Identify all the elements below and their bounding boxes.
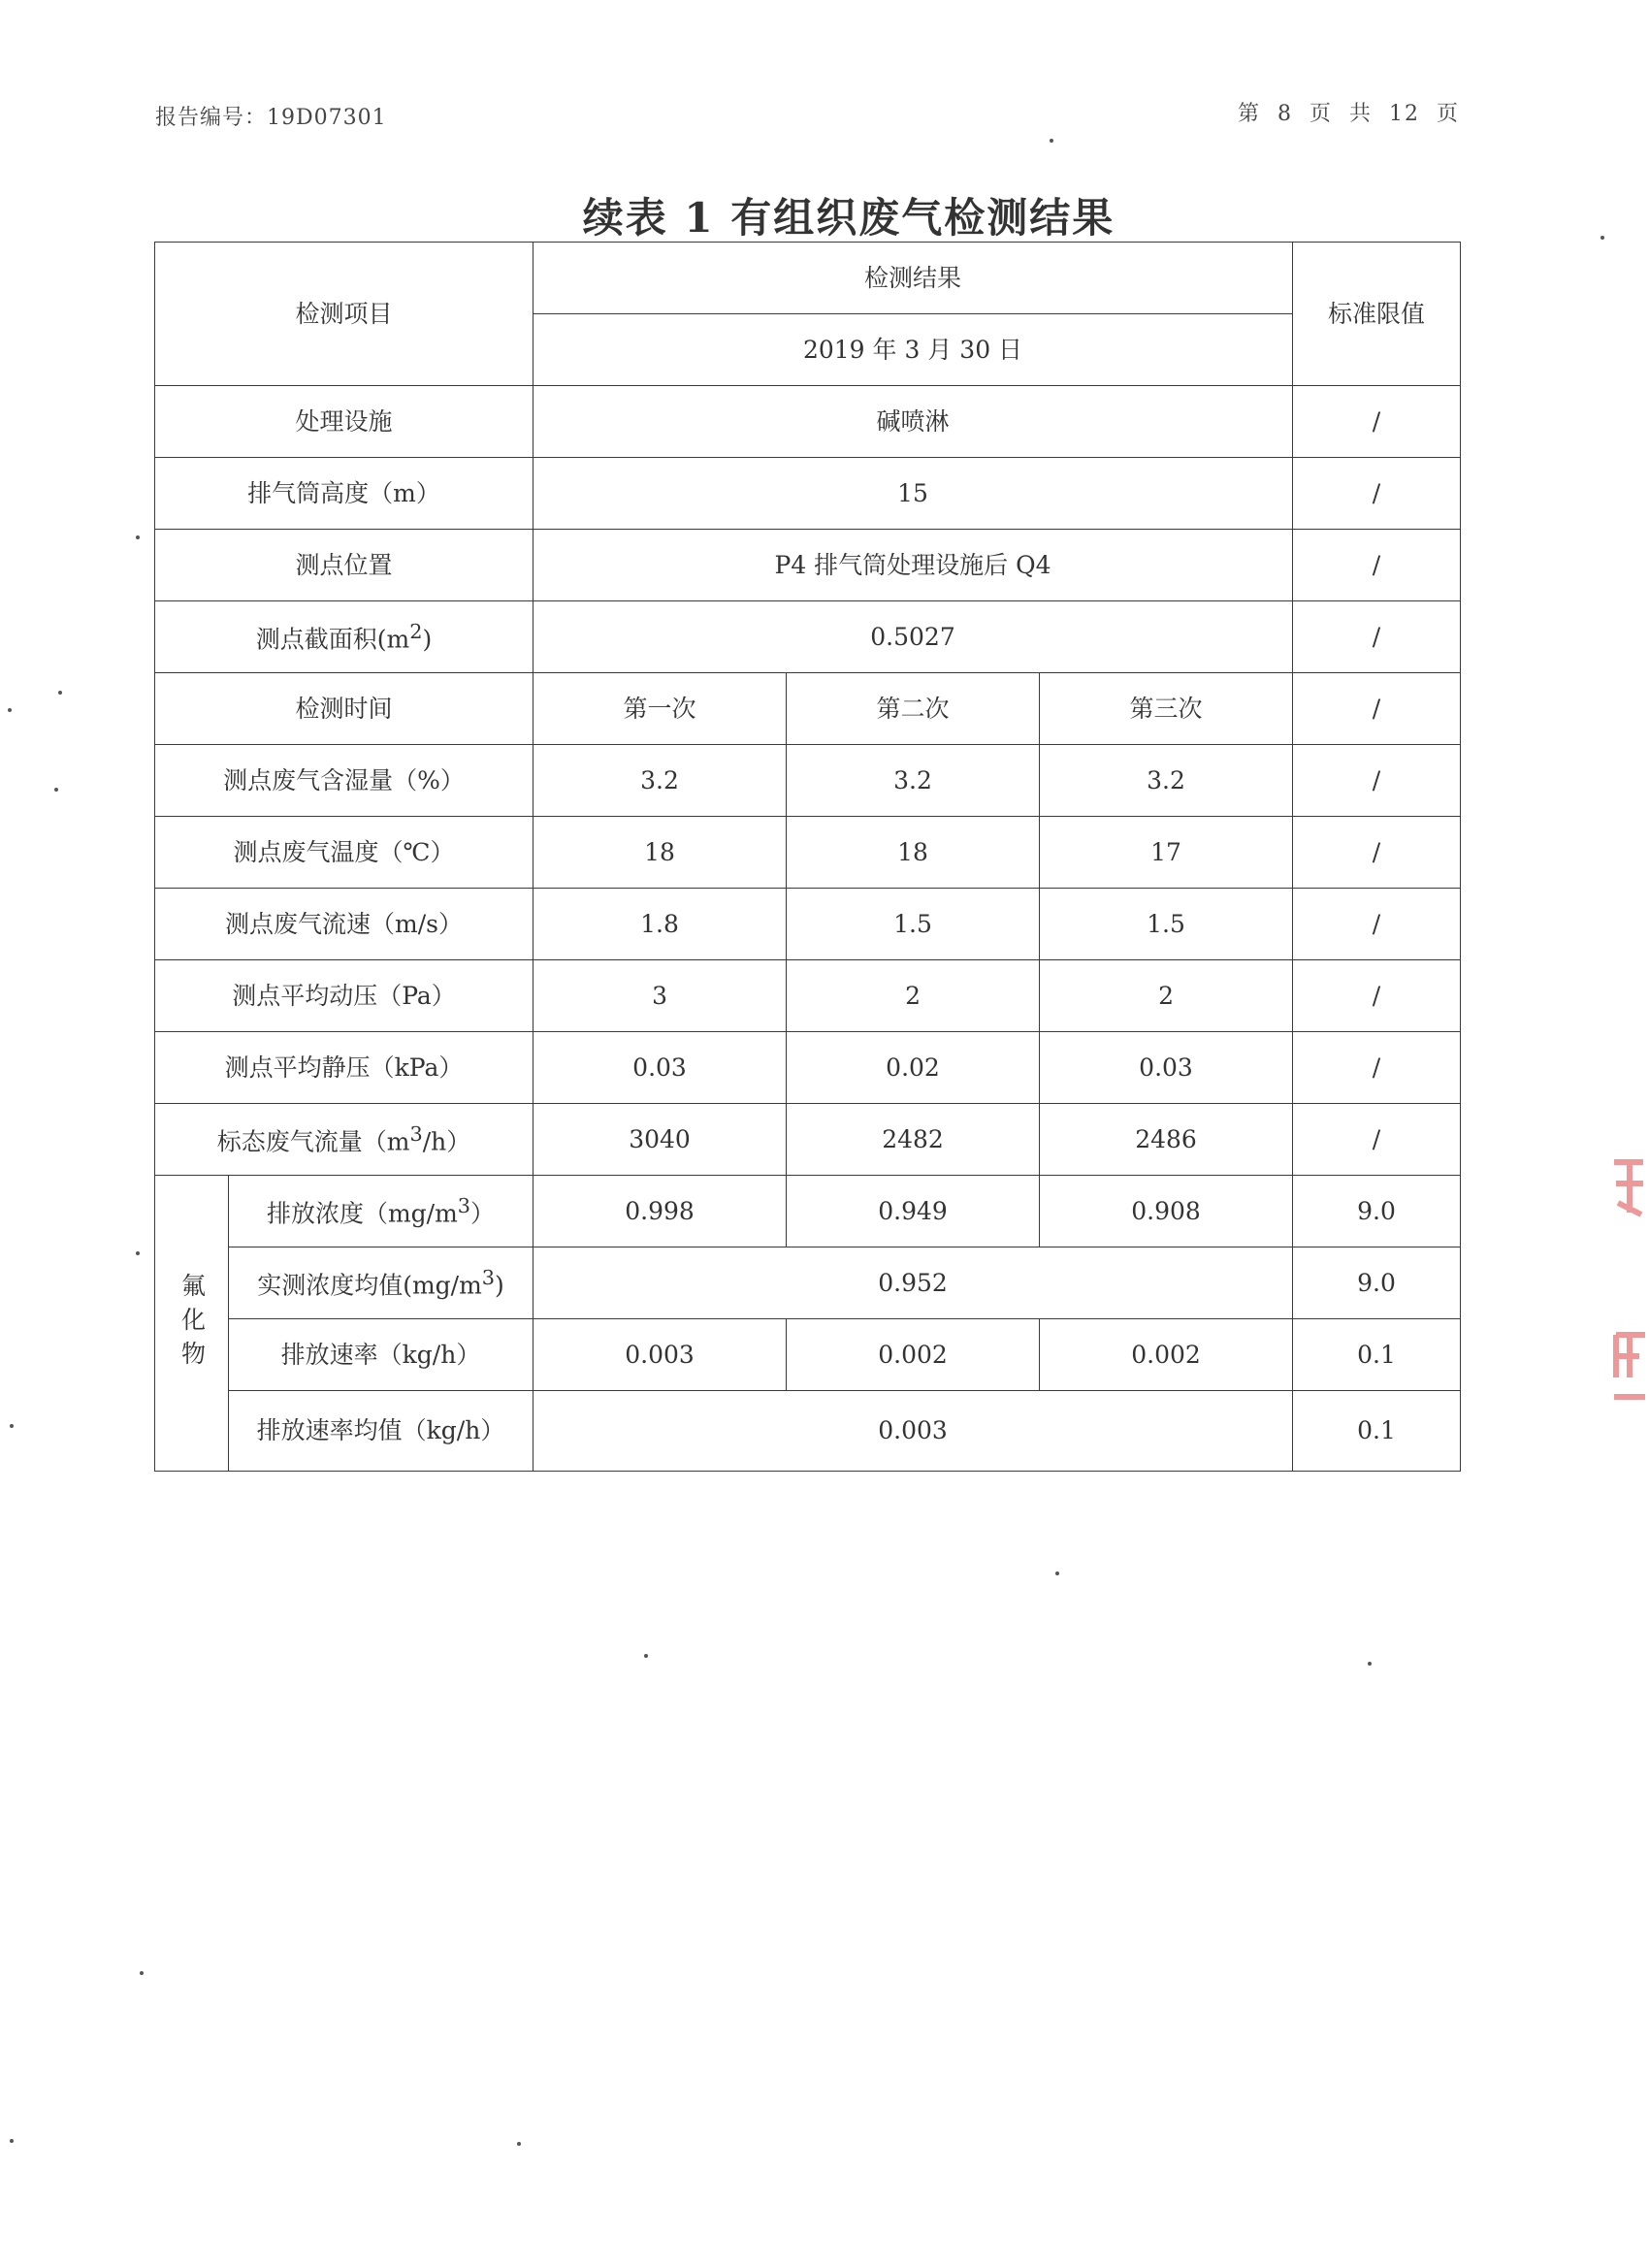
cell-value: 碱喷淋 <box>534 386 1293 458</box>
cell-limit: 9.0 <box>1293 1176 1461 1247</box>
row-label <box>229 1176 534 1247</box>
cell-value: 18 <box>787 817 1040 889</box>
table-row <box>155 1176 1461 1247</box>
cell-value: 第一次 <box>534 673 787 745</box>
header-date: 2019 年 3 月 30 日 <box>534 314 1293 386</box>
scan-speck <box>136 1251 140 1255</box>
header-item: 检测项目 <box>155 243 534 386</box>
label-text: 实测浓度均值(mg/m <box>257 1271 482 1300</box>
row-label: 测点废气流速（m/s） <box>155 889 534 960</box>
cell-value: 2482 <box>787 1104 1040 1176</box>
cell-limit: / <box>1293 530 1461 601</box>
cell-value: 第二次 <box>787 673 1040 745</box>
table-row <box>155 1032 1461 1104</box>
cell-value: 1.5 <box>787 889 1040 960</box>
header-result: 检测结果 <box>534 243 1293 314</box>
label-text-end: ） <box>470 1199 496 1228</box>
scan-speck <box>644 1654 648 1658</box>
table-row <box>155 1247 1461 1319</box>
label-superscript: 3 <box>457 1193 471 1217</box>
results-table <box>154 242 1461 1472</box>
table-header-row <box>155 243 1461 314</box>
cell-value: 0.5027 <box>534 601 1293 673</box>
report-number: 报告编号：19D07301 <box>155 106 387 130</box>
cell-value: 0.02 <box>787 1032 1040 1104</box>
label-text-end: ) <box>495 1271 504 1300</box>
table-row <box>155 673 1461 745</box>
cell-value: 2 <box>787 960 1040 1032</box>
cell-value: P4 排气筒处理设施后 Q4 <box>534 530 1293 601</box>
scan-speck <box>136 535 140 539</box>
cell-value: 2 <box>1040 960 1293 1032</box>
row-label: 测点废气含湿量（%） <box>155 745 534 817</box>
cell-value: 0.002 <box>1040 1319 1293 1391</box>
scan-speck <box>1368 1662 1372 1666</box>
label-text-end: /h） <box>422 1127 471 1156</box>
table-title: 续表 1 有组织废气检测结果 <box>582 194 1116 242</box>
cell-limit: / <box>1293 386 1461 458</box>
cell-value: 0.952 <box>534 1247 1293 1319</box>
scan-speck <box>1600 236 1604 240</box>
cell-value: 3040 <box>534 1104 787 1176</box>
label-text: 排放浓度（mg/m <box>266 1199 458 1228</box>
label-superscript: 2 <box>409 619 423 643</box>
cell-limit: / <box>1293 1032 1461 1104</box>
label-superscript: 3 <box>481 1265 496 1289</box>
cell-limit: 9.0 <box>1293 1247 1461 1319</box>
scan-speck <box>1050 139 1053 143</box>
table-row <box>155 458 1461 530</box>
cell-value: 0.003 <box>534 1391 1293 1472</box>
scan-speck <box>140 1971 144 1975</box>
table-row <box>155 889 1461 960</box>
table-row <box>155 960 1461 1032</box>
cell-limit: / <box>1293 889 1461 960</box>
cell-limit: / <box>1293 601 1461 673</box>
row-label: 测点平均静压（kPa） <box>155 1032 534 1104</box>
cell-value: 2486 <box>1040 1104 1293 1176</box>
cell-value: 17 <box>1040 817 1293 889</box>
table-row <box>155 817 1461 889</box>
cell-limit: 0.1 <box>1293 1391 1461 1472</box>
scan-speck <box>1055 1571 1059 1575</box>
cell-value: 15 <box>534 458 1293 530</box>
row-label <box>229 1247 534 1319</box>
cell-value: 0.949 <box>787 1176 1040 1247</box>
scan-speck <box>10 2139 14 2143</box>
cell-limit: / <box>1293 817 1461 889</box>
cell-value: 3 <box>534 960 787 1032</box>
cell-value: 0.03 <box>534 1032 787 1104</box>
label-superscript: 3 <box>409 1121 423 1146</box>
cell-value: 1.5 <box>1040 889 1293 960</box>
scan-speck <box>10 1424 14 1428</box>
cell-value: 0.003 <box>534 1319 787 1391</box>
page-indicator: 第 8 页 共 12 页 <box>1238 102 1460 126</box>
cell-value: 0.03 <box>1040 1032 1293 1104</box>
row-label <box>155 601 534 673</box>
cell-limit: / <box>1293 1104 1461 1176</box>
table-row <box>155 1319 1461 1391</box>
table-row <box>155 386 1461 458</box>
cell-value: 1.8 <box>534 889 787 960</box>
scan-speck <box>517 2142 521 2146</box>
cell-value: 0.908 <box>1040 1176 1293 1247</box>
cell-limit: / <box>1293 458 1461 530</box>
cell-limit: / <box>1293 745 1461 817</box>
row-label: 排放速率（kg/h） <box>229 1319 534 1391</box>
table-row <box>155 601 1461 673</box>
scan-speck <box>8 708 12 712</box>
cell-limit: 0.1 <box>1293 1319 1461 1391</box>
cell-value: 18 <box>534 817 787 889</box>
table-row <box>155 1104 1461 1176</box>
cell-value: 3.2 <box>534 745 787 817</box>
seal-stamp-fragment <box>1610 1329 1649 1407</box>
group-cell-fluoride <box>155 1176 229 1472</box>
label-text-end: ) <box>422 625 433 654</box>
scan-speck <box>58 691 62 695</box>
row-label: 测点平均动压（Pa） <box>155 960 534 1032</box>
row-label: 测点废气温度（℃） <box>155 817 534 889</box>
label-text: 标态废气流量（m <box>216 1127 410 1156</box>
group-label: 氟化物 <box>178 1272 207 1375</box>
table-row <box>155 1391 1461 1472</box>
cell-limit: / <box>1293 673 1461 745</box>
row-label: 排气筒高度（m） <box>155 458 534 530</box>
seal-stamp-fragment <box>1610 1251 1649 1267</box>
row-label: 处理设施 <box>155 386 534 458</box>
cell-value: 0.998 <box>534 1176 787 1247</box>
table-row <box>155 530 1461 601</box>
cell-value: 第三次 <box>1040 673 1293 745</box>
scan-speck <box>54 788 58 792</box>
table-row <box>155 745 1461 817</box>
label-text: 测点截面积(m <box>255 625 410 654</box>
cell-value: 3.2 <box>1040 745 1293 817</box>
row-label <box>155 1104 534 1176</box>
row-label: 测点位置 <box>155 530 534 601</box>
row-label: 排放速率均值（kg/h） <box>229 1391 534 1472</box>
row-label: 检测时间 <box>155 673 534 745</box>
seal-stamp-fragment <box>1610 1154 1649 1222</box>
cell-limit: / <box>1293 960 1461 1032</box>
cell-value: 3.2 <box>787 745 1040 817</box>
header-limit: 标准限值 <box>1293 243 1461 386</box>
cell-value: 0.002 <box>787 1319 1040 1391</box>
